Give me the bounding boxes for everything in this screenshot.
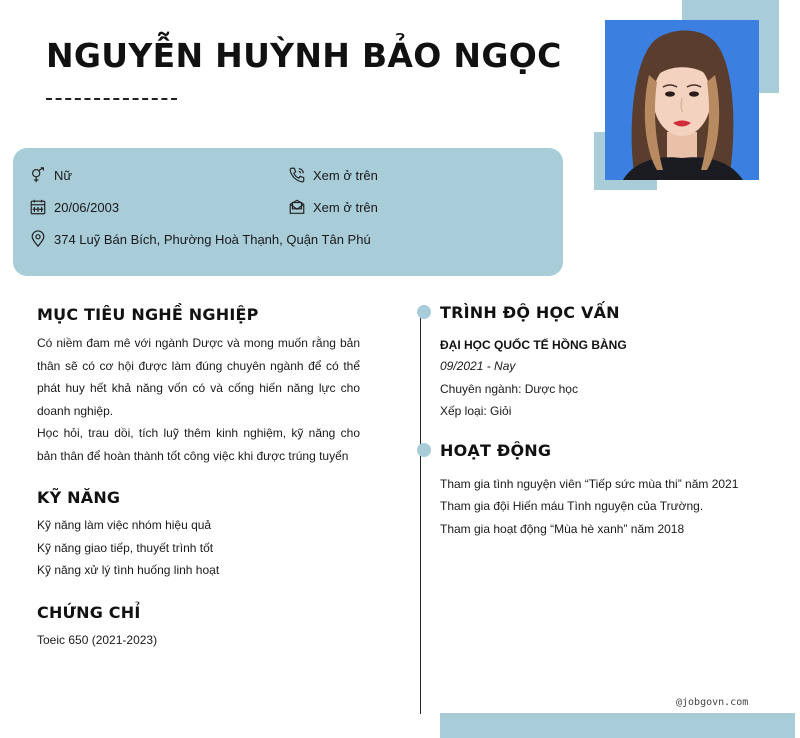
- birthdate-item: [29, 198, 119, 216]
- education-rank: Xếp loại: Giỏi: [440, 404, 512, 418]
- watermark-text: @jobgovn.com: [676, 697, 749, 708]
- timeline-line: [420, 313, 421, 714]
- skill-item: Kỹ năng giao tiếp, thuyết trình tốt: [37, 541, 214, 555]
- education-major: Chuyên ngành: Dược học: [440, 382, 578, 396]
- candidate-name: NGUYỄN HUỲNH BẢO NGỌC: [46, 36, 562, 75]
- objective-heading: MỤC TIÊU NGHỀ NGHIỆP: [37, 305, 259, 324]
- location-pin-icon: [29, 230, 47, 248]
- gender-item: [29, 166, 72, 184]
- skills-heading: KỸ NĂNG: [37, 488, 121, 507]
- activity-item: Tham gia tình nguyện viên “Tiếp sức mùa thi” năm 2021: [440, 477, 739, 491]
- email-value[interactable]: Xem ở trên: [313, 199, 378, 215]
- gender-icon: [29, 166, 47, 184]
- activity-item: Tham gia đội Hiến máu Tình nguyện của Trường.: [440, 499, 704, 513]
- footer-accent-bar: [440, 713, 795, 738]
- education-period: 09/2021 - Nay: [440, 359, 516, 373]
- address-item: [29, 230, 371, 248]
- education-heading: TRÌNH ĐỘ HỌC VẤN: [440, 303, 620, 322]
- phone-icon: [288, 166, 306, 184]
- name-underline-divider: [46, 98, 177, 100]
- timeline-dot-education: [417, 305, 431, 319]
- skill-item: Kỹ năng xử lý tình huống linh hoạt: [37, 563, 220, 577]
- email-item: [288, 198, 378, 216]
- gender-value: Nữ: [54, 167, 73, 183]
- profile-photo: [605, 20, 759, 180]
- education-school: ĐẠI HỌC QUỐC TẾ HỒNG BÀNG: [440, 338, 627, 352]
- email-icon: [288, 198, 306, 216]
- objective-paragraph-2: Học hỏi, trau dồi, tích luỹ thêm kinh nghiệm, kỹ năng cho bản thân để hoàn thành tốt công việc khi được trúng tuyển: [37, 426, 360, 463]
- phone-value[interactable]: Xem ở trên: [313, 167, 378, 183]
- activity-item: Tham gia hoạt động “Mùa hè xanh” năm 2018: [440, 522, 685, 536]
- skill-item: Kỹ năng làm việc nhóm hiệu quả: [37, 518, 212, 532]
- certificate-item: Toeic 650 (2021-2023): [37, 633, 158, 647]
- phone-item: [288, 166, 378, 184]
- objective-paragraph-1: Có niềm đam mê với ngành Dược và mong muốn rằng bản thân sẽ có cơ hội được làm đúng chuyên ngành để có thể phát huy hết khả năng vốn có và cống hiến năng lực cho doanh nghiệp.: [37, 336, 360, 418]
- birthdate-value: 20/06/2003: [54, 199, 120, 215]
- address-value: 374 Luỹ Bán Bích, Phường Hoà Thạnh, Quận Tân Phú: [54, 231, 371, 247]
- activities-heading: HOẠT ĐỘNG: [440, 441, 552, 460]
- certificates-heading: CHỨNG CHỈ: [37, 603, 141, 622]
- calendar-icon: [29, 198, 47, 216]
- timeline-dot-activities: [417, 443, 431, 457]
